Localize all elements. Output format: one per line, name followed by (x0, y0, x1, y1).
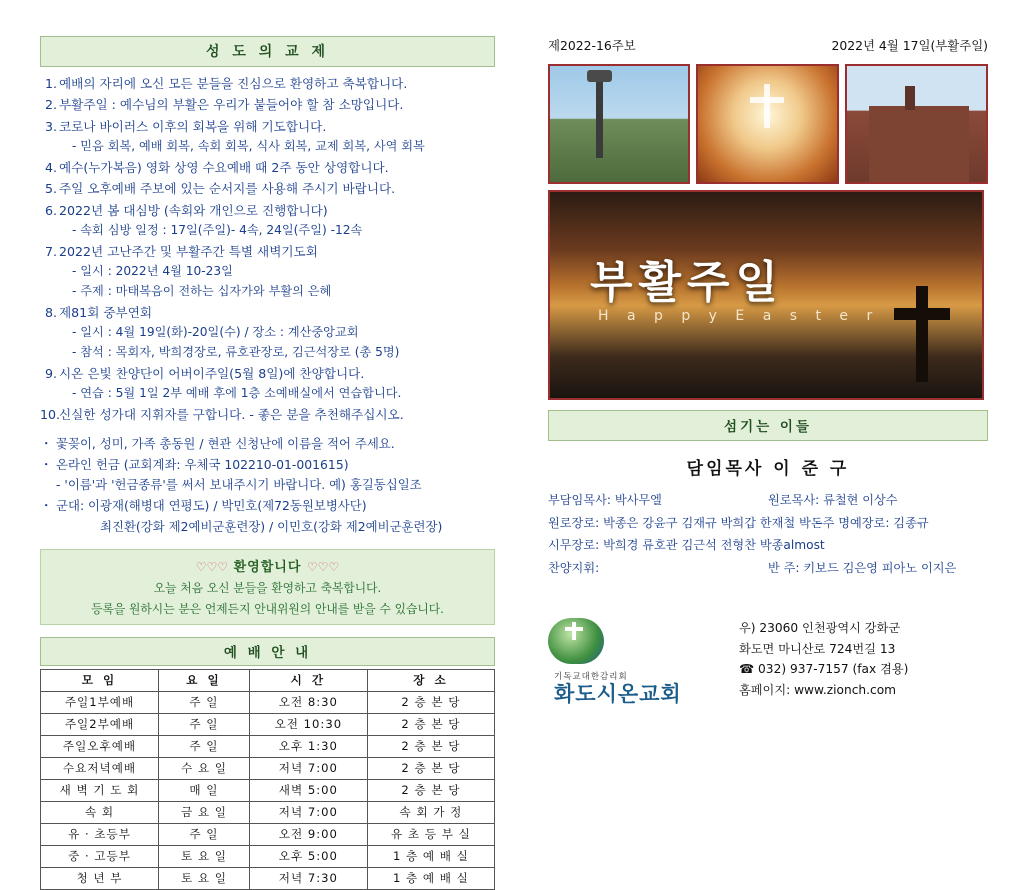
announcement-text: 코로나 바이러스 이후의 회복을 위해 기도합니다. (59, 118, 327, 134)
table-header-cell: 장 소 (367, 670, 494, 692)
table-row (41, 868, 495, 890)
table-cell: 수 요 일 (159, 758, 250, 780)
announcement-number: 6. (44, 202, 57, 218)
table-cell: 주 일 (159, 824, 250, 846)
welcome-line-1: 오늘 처음 오신 분들을 환영하고 축복합니다. (153, 581, 382, 596)
easter-banner-photo (548, 190, 984, 400)
issue-number: 제2022-16주보 (548, 38, 636, 53)
table-cell: 금 요 일 (159, 802, 250, 824)
table-row (41, 714, 495, 736)
announcement-item (40, 179, 495, 199)
footer-area (548, 618, 988, 706)
table-cell: 오전 8:30 (249, 692, 367, 714)
table-cell: 속 회 (41, 802, 159, 824)
announcement-item (40, 95, 495, 115)
staff-row (548, 489, 988, 512)
table-row (41, 824, 495, 846)
announcement-subtext: - 일시 : 2022년 4월 10-23일 (72, 264, 233, 279)
table-row (41, 802, 495, 824)
table-cell: 오전 10:30 (249, 714, 367, 736)
table-cell: 새벽 5:00 (249, 780, 367, 802)
note-text: 온라인 헌금 (교회계좌: 우체국 102210-01-001615) (56, 456, 349, 472)
table-cell: 매 일 (159, 780, 250, 802)
announcement-text: 예수(누가복음) 영화 상영 수요예배 때 2주 동안 상영합니다. (59, 159, 389, 175)
church-name: 화도시온교회 (554, 682, 682, 706)
bulletin-header (548, 36, 988, 54)
table-cell: 새 벽 기 도 회 (41, 780, 159, 802)
extra-notes (40, 434, 495, 537)
staff-row (548, 512, 988, 535)
welcome-box (40, 549, 495, 625)
table-cell: 2 층 본 당 (367, 736, 494, 758)
announcement-item (40, 117, 495, 157)
staff-text: 시무장로: 박희경 류호관 김근석 전형찬 박종almost (548, 538, 825, 553)
church-address (733, 618, 908, 706)
announcement-text: 신실한 성가대 지휘자를 구합니다. - 좋은 분을 추천해주십시오. (59, 406, 404, 422)
announcement-item (40, 303, 495, 363)
table-cell: 오전 9:00 (249, 824, 367, 846)
address-line: 우) 23060 인천광역시 강화군 (739, 621, 901, 635)
announcement-text: 부활주일 : 예수님의 부활은 우리가 붙들어야 할 참 소망입니다. (59, 97, 404, 113)
table-cell: 오후 1:30 (249, 736, 367, 758)
announcement-number: 5. (44, 181, 57, 197)
church-logo (548, 618, 733, 706)
announcement-number: 3. (44, 118, 57, 134)
address-line: 홈페이지: www.zionch.com (739, 683, 897, 698)
service-schedule-table (40, 669, 495, 890)
bulletin-date: 2022년 4월 17일(부활주일) (831, 38, 988, 53)
announcement-list (40, 74, 495, 425)
table-cell: 토 요 일 (159, 846, 250, 868)
table-cell: 저녁 7:00 (249, 802, 367, 824)
easter-banner-subtitle: H a p p y E a s t e r (598, 308, 880, 324)
church-building-photo (845, 64, 988, 184)
church-tower-photo (548, 64, 690, 184)
table-cell: 오후 5:00 (249, 846, 367, 868)
photo-collage (548, 64, 988, 400)
announcement-subtext: - 속회 심방 일정 : 17일(주일)- 4속, 24일(주일) -12속 (72, 223, 363, 238)
risen-christ-icon (764, 84, 770, 128)
fellowship-section-title: 성 도 의 교 제 (40, 36, 495, 67)
welcome-title (41, 556, 494, 575)
table-row (41, 780, 495, 802)
announcement-text: 2022년 고난주간 및 부활주간 특별 새벽기도회 (59, 243, 318, 259)
staff-text-left: 찬양지휘: (548, 560, 600, 575)
church-building-icon (869, 106, 969, 182)
announcement-item (40, 364, 495, 404)
table-cell: 2 층 본 당 (367, 758, 494, 780)
note-text: 군대: 이광재(해병대 연평도) / 박민호(제72동원보병사단) (56, 498, 367, 514)
logo-mark-icon (548, 618, 604, 664)
easter-banner-title: 부활주일 (590, 257, 785, 308)
announcement-subtext: - 일시 : 4월 19일(화)-20일(수) / 장소 : 계산중앙교회 (72, 325, 359, 340)
table-header-cell: 시 간 (249, 670, 367, 692)
table-cell: 2 층 본 당 (367, 692, 494, 714)
table-cell: 저녁 7:30 (249, 868, 367, 890)
denomination-label: 기독교대한감리회 (554, 672, 628, 682)
table-cell: 저녁 7:00 (249, 758, 367, 780)
announcement-text: 예배의 자리에 오신 모든 분들을 진심으로 환영하고 축복합니다. (59, 76, 408, 91)
resurrection-art-photo (696, 64, 838, 184)
announcement-subtext: - 주제 : 마태복음이 전하는 십자가와 부활의 은혜 (72, 284, 332, 299)
announcement-number: 10. (40, 406, 61, 422)
address-line: ☎ 032) 937-7157 (fax 겸용) (739, 662, 909, 677)
table-cell: 토 요 일 (159, 868, 250, 890)
staff-list (548, 489, 988, 579)
announcement-text: 주일 오후예배 주보에 있는 순서지를 사용해 주시기 바랍니다. (59, 181, 396, 197)
staff-row (548, 557, 988, 580)
note-item (40, 496, 495, 517)
hearts-left-icon: ♡♡♡ (195, 560, 229, 575)
table-cell: 청 년 부 (41, 868, 159, 890)
announcement-item (40, 74, 495, 94)
announcement-subtext: - 연습 : 5월 1일 2부 예배 후에 1층 소예배실에서 연습합니다. (72, 386, 402, 401)
announcement-number: 2. (44, 97, 57, 113)
table-cell: 속 회 가 정 (367, 802, 494, 824)
announcement-number: 1. (44, 76, 57, 91)
table-cell: 주 일 (159, 736, 250, 758)
table-cell: 주일오후예배 (41, 736, 159, 758)
staff-text-right: 반 주: 키보드 김은영 피아노 이지은 (768, 560, 957, 575)
hearts-right-icon: ♡♡♡ (306, 560, 340, 575)
table-cell: 주 일 (159, 692, 250, 714)
table-cell: 1 층 예 배 실 (367, 846, 494, 868)
table-row (41, 846, 495, 868)
service-guide-title: 예 배 안 내 (40, 637, 495, 666)
note-item (40, 455, 495, 476)
bell-tower-icon (596, 78, 603, 158)
staff-row (548, 534, 988, 557)
table-cell: 주일1부예배 (41, 692, 159, 714)
announcement-item (40, 242, 495, 302)
note-text: 꽃꽂이, 성미, 가족 총동원 / 현관 신청난에 이름을 적어 주세요. (56, 436, 395, 452)
table-cell: 유 초 등 부 실 (367, 824, 494, 846)
table-header-row (41, 670, 495, 692)
announcement-text: 2022년 봄 대심방 (속회와 개인으로 진행합니다) (59, 202, 328, 218)
table-cell: 주일2부예배 (41, 714, 159, 736)
announcement-subtext: - 믿음 회복, 예배 회복, 속회 회복, 식사 회복, 교제 회복, 사역 회복 (72, 139, 425, 154)
table-row (41, 692, 495, 714)
bullet-icon: ・ (40, 436, 53, 452)
address-line: 화도면 마니산로 724번길 13 (739, 641, 896, 656)
note-subtext: 최진환(강화 제2예비군훈련장) / 이민호(강화 제2예비군훈련장) (100, 518, 443, 534)
left-column (40, 36, 495, 890)
table-cell: 수요저녁예배 (41, 758, 159, 780)
senior-pastor-line: 담임목사 이 준 구 (686, 459, 850, 479)
welcome-line-2: 등록을 원하시는 분은 언제든지 안내위원의 안내를 받을 수 있습니다. (91, 602, 444, 617)
bullet-icon: ・ (40, 456, 53, 472)
photo-row (548, 64, 988, 184)
note-item (40, 434, 495, 455)
staff-text-left: 부담임목사: 박사무엘 (548, 493, 662, 507)
announcement-number: 4. (44, 159, 57, 175)
announcement-text: 시온 은빛 찬양단이 어버이주일(5월 8일)에 찬양합니다. (59, 365, 365, 381)
table-cell: 중 · 고등부 (41, 846, 159, 868)
announcement-number: 8. (44, 304, 57, 320)
table-header-cell: 요 일 (159, 670, 250, 692)
table-cell: 2 층 본 당 (367, 714, 494, 736)
announcement-number: 9. (44, 365, 57, 381)
bullet-icon: ・ (40, 498, 53, 514)
announcement-item (40, 201, 495, 241)
table-row (41, 758, 495, 780)
announcement-subtext: - 참석 : 목회자, 박희경장로, 류호관장로, 김근석장로 (총 5명) (72, 344, 400, 359)
announcement-number: 7. (44, 243, 57, 259)
staff-text: 원로장로: 박종은 강윤구 김재규 박희갑 한재철 박돈주 명예장로: 김종규 (548, 515, 929, 530)
table-cell: 유 · 초등부 (41, 824, 159, 846)
announcement-text: 제81회 중부연회 (59, 304, 153, 320)
welcome-label: 환영합니다 (233, 560, 302, 576)
announcement-item (40, 405, 495, 425)
note-subtext: - '이름'과 '헌금종류'를 써서 보내주시기 바랍니다. 예) 홍길동십일조 (56, 477, 422, 493)
table-cell: 주 일 (159, 714, 250, 736)
table-cell: 1 층 예 배 실 (367, 868, 494, 890)
servants-section-title: 섬기는 이들 (548, 410, 988, 441)
announcement-item (40, 158, 495, 178)
staff-text-right: 원로목사: 류철현 이상수 (768, 493, 898, 507)
right-column (548, 36, 988, 579)
cross-icon (916, 286, 928, 382)
table-header-cell: 모 임 (41, 670, 159, 692)
table-cell: 2 층 본 당 (367, 780, 494, 802)
table-row (41, 736, 495, 758)
